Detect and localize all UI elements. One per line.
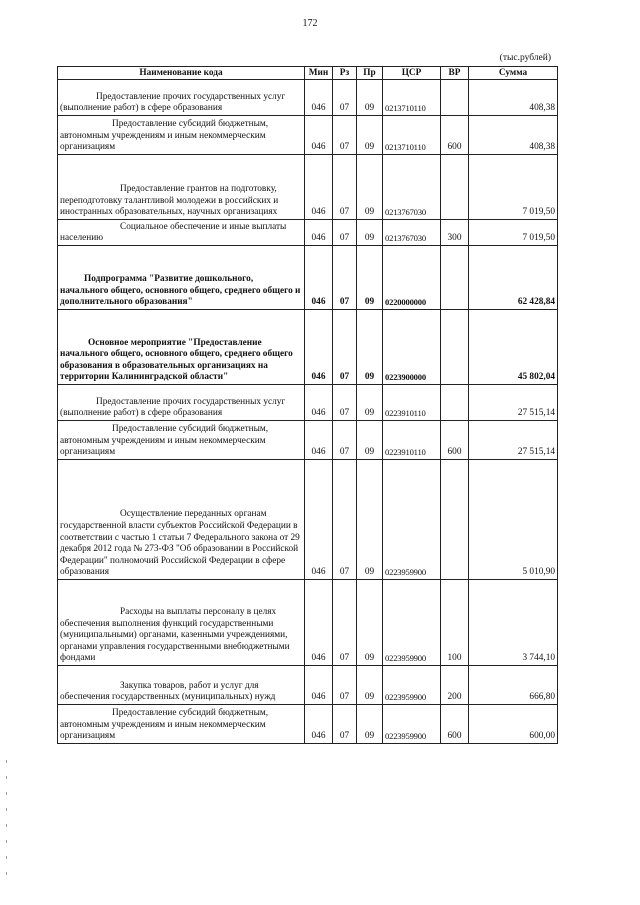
row-sum: 27 515,14 (469, 385, 558, 421)
row-pr: 09 (357, 246, 383, 310)
col-header-pr: Пр (357, 67, 383, 80)
row-vr: 300 (441, 220, 469, 246)
row-vr: 600 (441, 705, 469, 744)
row-name: Предоставление субсидий бюджетным, автономным учреждениям и иным некоммерческим организациям (60, 424, 269, 458)
row-rz: 07 (333, 460, 357, 580)
row-pr: 09 (357, 310, 383, 385)
col-header-vr: ВР (441, 67, 469, 80)
row-min: 046 (305, 310, 333, 385)
row-name: Предоставление субсидий бюджетным, автономным учреждениям и иным некоммерческим организациям (60, 119, 269, 153)
row-min: 046 (305, 155, 333, 220)
row-sum: 62 428,84 (469, 246, 558, 310)
row-name: Расходы на выплаты персоналу в целях обеспечения выполнения функций государственными (муниципальными) органами, казенными учреждениями, органами управления государственными внебюджетными фондами (60, 607, 290, 664)
row-min: 046 (305, 246, 333, 310)
row-csr: 0223959900 (383, 666, 441, 705)
table-row (58, 155, 558, 220)
row-name: Предоставление грантов на подготовку, переподготовку талантливой молодежи в российских и иностранных образовательных, научных организациях (60, 184, 279, 218)
row-vr (441, 246, 469, 310)
row-pr: 09 (357, 155, 383, 220)
row-min: 046 (305, 80, 333, 116)
row-name: Предоставление прочих государственных услуг (выполнение работ) в сфере образования (60, 396, 286, 419)
row-csr: 0213710110 (383, 80, 441, 116)
row-vr (441, 385, 469, 421)
col-header-name: Наименование кода (58, 67, 305, 80)
row-vr (441, 310, 469, 385)
row-pr: 09 (357, 460, 383, 580)
row-min: 046 (305, 116, 333, 155)
table-row (58, 116, 558, 155)
row-rz: 07 (333, 310, 357, 385)
row-pr: 09 (357, 385, 383, 421)
row-name: Социальное обеспечение и иные выплаты населению (60, 221, 287, 244)
row-vr: 600 (441, 116, 469, 155)
row-vr: 200 (441, 666, 469, 705)
row-sum: 3 744,10 (469, 580, 558, 666)
table-row (58, 220, 558, 246)
col-header-sum: Сумма (469, 67, 558, 80)
row-rz: 07 (333, 666, 357, 705)
row-name: Предоставление прочих государственных услуг (выполнение работ) в сфере образования (60, 91, 286, 114)
table-row-subprogram (58, 246, 558, 310)
table-row-main-event (58, 310, 558, 385)
col-header-rz: Рз (333, 67, 357, 80)
table-row (58, 421, 558, 460)
table-row (58, 80, 558, 116)
row-vr (441, 155, 469, 220)
row-name: Подпрограмма "Развитие дошкольного, начального общего, основного общего, среднего общего и дополнительного образования" (60, 274, 301, 308)
row-rz: 07 (333, 116, 357, 155)
row-csr: 0213710110 (383, 116, 441, 155)
budget-table (57, 66, 558, 744)
col-header-csr: ЦСР (383, 67, 441, 80)
table-row (58, 666, 558, 705)
table-header-row (58, 67, 558, 80)
row-name: Закупка товаров, работ и услуг для обеспечения государственных (муниципальных) нужд (60, 680, 276, 703)
row-pr: 09 (357, 220, 383, 246)
row-vr (441, 460, 469, 580)
row-pr: 09 (357, 421, 383, 460)
row-rz: 07 (333, 385, 357, 421)
row-csr: 0223900000 (383, 310, 441, 385)
row-sum: 666,80 (469, 666, 558, 705)
row-name: Предоставление субсидий бюджетным, автономным учреждениям и иным некоммерческим организациям (60, 708, 269, 742)
row-vr: 100 (441, 580, 469, 666)
row-vr: 600 (441, 421, 469, 460)
row-csr: 0220000000 (383, 246, 441, 310)
row-csr: 0213767030 (383, 155, 441, 220)
row-min: 046 (305, 580, 333, 666)
row-rz: 07 (333, 421, 357, 460)
row-sum: 45 802,04 (469, 310, 558, 385)
row-rz: 07 (333, 580, 357, 666)
row-sum: 27 515,14 (469, 421, 558, 460)
row-sum: 5 010,90 (469, 460, 558, 580)
table-row (58, 705, 558, 744)
row-rz: 07 (333, 705, 357, 744)
row-pr: 09 (357, 116, 383, 155)
row-pr: 09 (357, 666, 383, 705)
row-name: Основное мероприятие "Предоставление начального общего, основного общего, среднего общего образования в образовательных организациях на территории Калининградской области" (60, 337, 293, 383)
row-csr: 0223910110 (383, 385, 441, 421)
row-rz: 07 (333, 220, 357, 246)
table-row (58, 385, 558, 421)
row-csr: 0213767030 (383, 220, 441, 246)
row-pr: 09 (357, 80, 383, 116)
row-sum: 408,38 (469, 80, 558, 116)
row-min: 046 (305, 705, 333, 744)
row-rz: 07 (333, 80, 357, 116)
row-sum: 7 019,50 (469, 155, 558, 220)
row-sum: 7 019,50 (469, 220, 558, 246)
row-csr: 0223910110 (383, 421, 441, 460)
row-min: 046 (305, 666, 333, 705)
row-csr: 0223959900 (383, 460, 441, 580)
row-min: 046 (305, 220, 333, 246)
row-csr: 0223959900 (383, 580, 441, 666)
row-sum: 600,00 (469, 705, 558, 744)
row-rz: 07 (333, 246, 357, 310)
row-pr: 09 (357, 580, 383, 666)
row-vr (441, 80, 469, 116)
row-sum: 408,38 (469, 116, 558, 155)
page-number: 172 (302, 18, 318, 29)
row-pr: 09 (357, 705, 383, 744)
row-min: 046 (305, 385, 333, 421)
scan-margin-marks (6, 760, 8, 900)
table-row (58, 460, 558, 580)
row-min: 046 (305, 421, 333, 460)
row-min: 046 (305, 460, 333, 580)
row-rz: 07 (333, 155, 357, 220)
units-note: (тыс.рублей) (499, 53, 551, 63)
row-name: Осуществление переданных органам государственной власти субъектов Российской Федерации в соответствии с частью 1 статьи 7 Федерального закона от 29 декабря 2012 года № 273-ФЗ "Об образовании в Российской Федерации" полномочий Российской Федерации в сфере образования (60, 509, 300, 578)
table-row (58, 580, 558, 666)
col-header-min: Мин (305, 67, 333, 80)
row-csr: 0223959900 (383, 705, 441, 744)
